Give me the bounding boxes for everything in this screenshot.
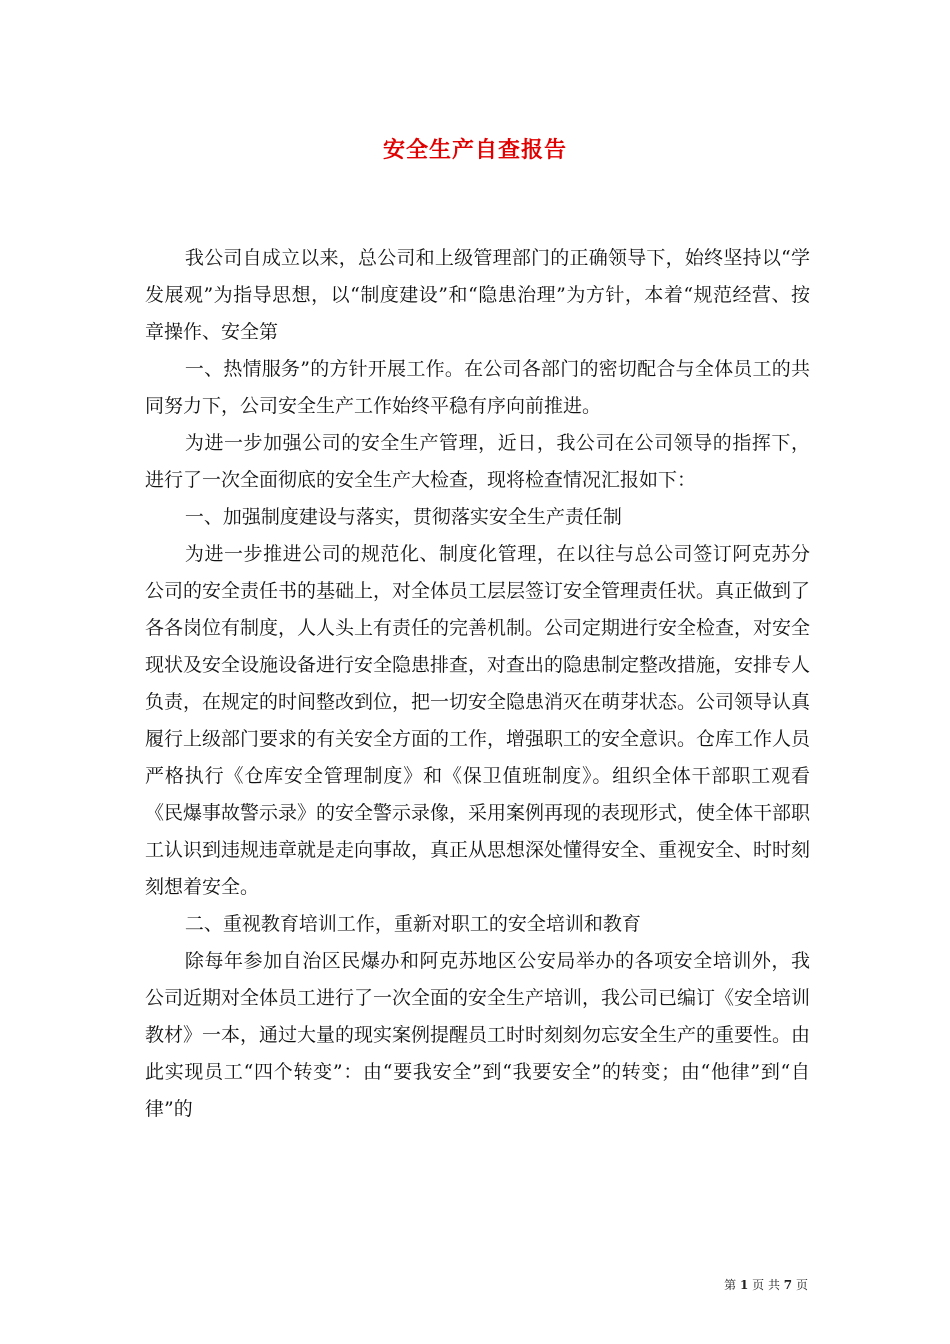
footer-prefix: 第 — [724, 1278, 737, 1292]
paragraph: 一、热情服务”的方针开展工作。在公司各部门的密切配合与全体员工的共同努力下，公司安全生产工作始终平稳有序向前推进。 — [145, 358, 810, 417]
page-footer — [724, 1277, 808, 1293]
section-heading: 二、重视教育培训工作，重新对职工的安全培训和教育 — [184, 913, 641, 935]
paragraph: 除每年参加自治区民爆办和阿克苏地区公安局举办的各项安全培训外，我公司近期对全体员工进行了一次全面的安全生产培训，我公司已编订《安全培训教材》一本，通过大量的现实案例提醒员工时时刻刻勿忘安全生产的重要性。由此实现员工“四个转变”：由“要我安全”到“我要安全”的转变；由“他律”到“自律”的 — [145, 950, 811, 1120]
footer-current-page: 1 — [739, 1278, 749, 1292]
paragraph: 我公司自成立以来，总公司和上级管理部门的正确领导下，始终坚持以“学发展观”为指导思想，以“制度建设”和“隐患治理”为方针，本着“规范经营、按章操作、安全第 — [145, 247, 810, 343]
document-title: 安全生产自查报告 — [382, 137, 567, 163]
document-body — [145, 240, 810, 1128]
footer-middle: 页 共 — [752, 1278, 780, 1292]
footer-total-pages: 7 — [783, 1278, 793, 1292]
section-heading: 一、加强制度建设与落实，贯彻落实安全生产责任制 — [184, 506, 622, 528]
footer-suffix: 页 — [795, 1278, 808, 1292]
paragraph: 为进一步加强公司的安全生产管理，近日，我公司在公司领导的指挥下，进行了一次全面彻底的安全生产大检查，现将检查情况汇报如下： — [145, 432, 810, 491]
paragraph: 为进一步推进公司的规范化、制度化管理，在以往与总公司签订阿克苏分公司的安全责任书的基础上，对全体员工层层签订安全管理责任状。真正做到了各各岗位有制度，人人头上有责任的完善机制。公司定期进行安全检查，对安全现状及安全设施设备进行安全隐患排查，对查出的隐患制定整改措施，安排专人负责，在规定的时间整改到位，把一切安全隐患消灭在萌芽状态。公司领导认真履行上级部门要求的有关安全方面的工作，增强职工的安全意识。仓库工作人员严格执行《仓库安全管理制度》和《保卫值班制度》。组织全体干部职工观看《民爆事故警示录》的安全警示录像，采用案例再现的表现形式，使全体干部职工认识到违规违章就是走向事故，真正从思想深处懂得安全、重视安全、时时刻刻想着安全。 — [145, 543, 811, 898]
